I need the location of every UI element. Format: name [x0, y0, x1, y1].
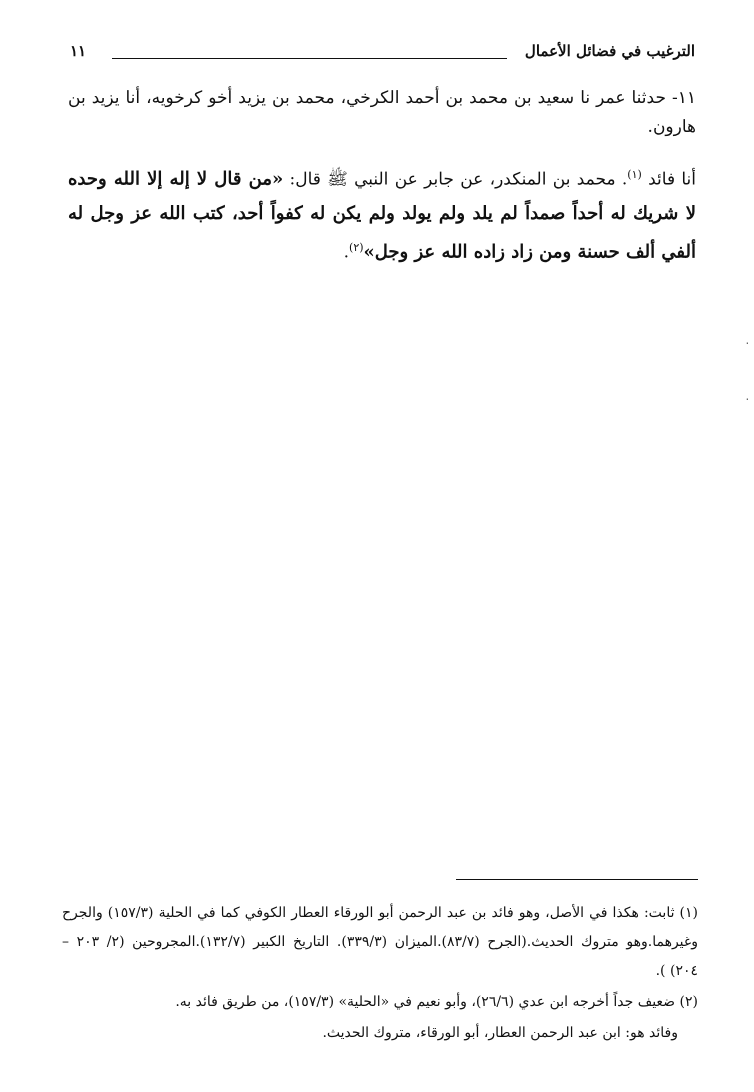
page-number: ١١	[70, 42, 87, 60]
footnote-1: (١) ثابت: هكذا في الأصل، وهو فائد بن عبد الرحمن أبو الورقاء العطار الكوفي كما في الحلية (١٥٧/٣) والجرح وغيرهما.وهو متروك الحديث.(الجرح (٨٣/٧).الميزان (٣٣٩/٣). التاريخ الكبير (١٣٢/٧).المجروحين (٢/ ٢٠٣ – ٢٠٤) ).	[62, 905, 698, 979]
header-rule	[112, 58, 507, 59]
footnote-2-note: وفائد هو: ابن عبد الرحمن العطار، أبو الورقاء، متروك الحديث.	[322, 1025, 678, 1041]
running-header	[70, 42, 695, 72]
footnote-separator	[456, 879, 698, 880]
footnote-ref-1[interactable]: (١)	[627, 168, 642, 181]
footnotes-section	[62, 899, 698, 1050]
hadith-11-text	[68, 158, 696, 269]
margin-mark: ٠	[744, 394, 750, 405]
narrator-intro: أنا فائد	[648, 169, 697, 190]
margin-mark: ٠	[744, 338, 750, 349]
sentence-end: .	[343, 242, 350, 263]
hadith-11-chain: ١١- حدثنا عمر نا سعيد بن محمد بن أحمد الكرخي، محمد بن يزيد أخو كرخويه، أنا يزيد بن هارون.	[68, 88, 696, 137]
footnote-2: (٢) ضعيف جداً أخرجه ابن عدي (٢٦/٦)، وأبو نعيم في «الحلية» (١٥٧/٣)، من طريق فائد به.	[175, 994, 698, 1010]
narration-chain: . محمد بن المنكدر، عن جابر عن النبي ﷺ قال:	[283, 169, 628, 190]
footnote-ref-2[interactable]: (٢)	[349, 240, 364, 254]
hadith-matn: «من قال لا إله إلا الله وحده لا شريك له أحداً صمداً لم يلد ولم يولد ولم يكن له كفواً أحد، كتب الله عز وجل له ألفي ألف حسنة ومن زاد زاده الله عز وجل»	[68, 168, 696, 263]
book-title: الترغيب في فضائل الأعمال	[524, 42, 695, 60]
